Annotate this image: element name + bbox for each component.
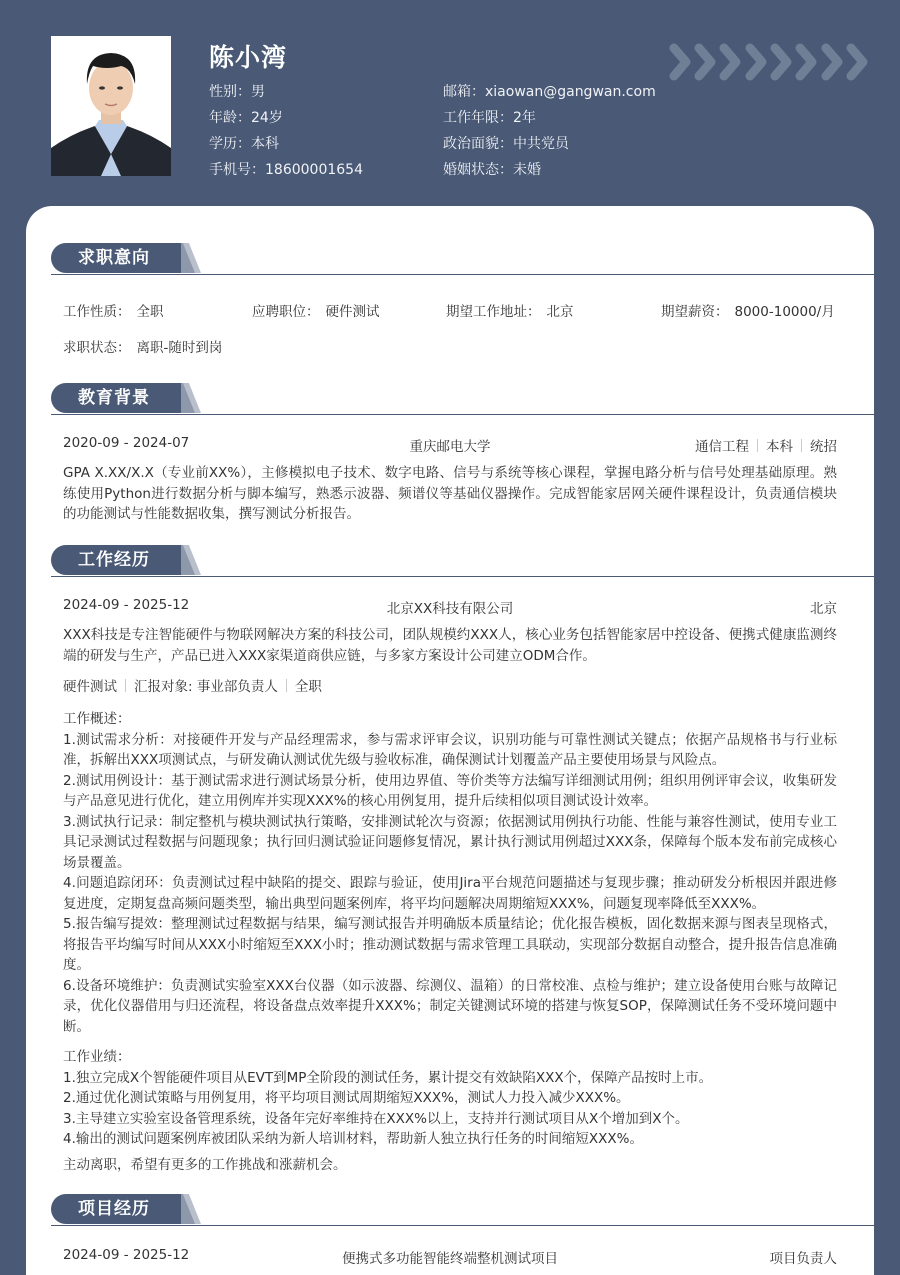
- education-description: GPA X.XX/X.X（专业前XX%），主修模拟电子技术、数字电路、信号与系统等核心课程，掌握电路分析与信号处理基础原理。熟练使用Python进行数据分析与脚本编写，熟悉示波器、频谱仪等基础仪器操作。完成智能家居网关硬件课程设计，负责通信模块的功能测试与性能数据收集，撰写测试分析报告。: [63, 465, 837, 522]
- job-type: [63, 300, 164, 320]
- section-divider: [51, 576, 874, 578]
- field-value: 北京: [546, 304, 574, 320]
- divider: [801, 439, 802, 452]
- employment-type: 全职: [294, 679, 322, 695]
- applied-position: [252, 300, 380, 320]
- expected-location: [446, 300, 574, 320]
- field-value: 8000-10000/月: [734, 304, 835, 320]
- info-value: 未婚: [513, 162, 541, 178]
- education-entry-header: [63, 435, 837, 455]
- info-marital-status: [443, 160, 656, 186]
- info-label: 工作年限：: [443, 110, 513, 126]
- profile-photo: [51, 36, 171, 176]
- info-label: 政治面貌：: [443, 136, 513, 152]
- info-value: 18600001654: [265, 162, 363, 178]
- work-entry-header: [63, 597, 837, 617]
- achievement-item: 1.独立完成X个智能硬件项目从EVT到MP全阶段的测试任务，累计提交有效缺陷XXX个，保障产品按时上市。: [63, 1069, 713, 1086]
- overview-item: 5.报告编写提效：整理测试过程数据与结果，编写测试报告并明确版本质量结论；优化报告模板，固化数据来源与图表呈现格式，将报告平均编写时间从XXX小时缩短至XXX小时；推动测试数据与需求管理工具联动，实现部分数据自动整合，提升报告信息准确度。: [63, 916, 837, 973]
- overview-item: 4.问题追踪闭环：负责测试过程中缺陷的提交、跟踪与验证，使用Jira平台规范问题描述与复现步骤；推动研发分析根因并跟进修复进度，定期复盘高频问题类型，输出典型问题案例库，将平均问题解决周期缩短XXX%，问题复现率降低至XXX%。: [63, 875, 837, 912]
- field-label: 应聘职位：: [252, 304, 320, 320]
- overview-title: 工作概述：: [63, 711, 131, 727]
- report-to: 汇报对象: 事业部负责人: [134, 679, 278, 695]
- work-period: 2024-09 - 2025-12: [63, 597, 190, 613]
- info-work-years: [443, 108, 656, 134]
- school-name: 重庆邮电大学: [409, 439, 491, 455]
- achievements-title: 工作业绩：: [63, 1049, 131, 1065]
- section-divider: [51, 1225, 874, 1227]
- info-value: 男: [251, 84, 265, 100]
- section-title: 求职意向: [78, 248, 150, 268]
- overview-item: 6.设备环境维护：负责测试实验室XXX台仪器（如示波器、综测仪、温箱）的日常校准、点检与维护；建立设备使用台账与故障记录，优化仪器借用与归还流程，将设备盘点效率提升XXX%；制定关键测试环境的搭建与恢复SOP，保障测试任务不受环境问题中断。: [63, 977, 837, 1035]
- job-status: [63, 336, 222, 356]
- field-value: 硬件测试: [325, 304, 380, 320]
- field-value: 全职: [136, 304, 164, 320]
- info-value: 2年: [513, 110, 536, 126]
- overview-item: 1.测试需求分析：对接硬件开发与产品经理需求，参与需求评审会议，识别功能与可靠性测试关键点；依据产品规格书与行业标准，拆解出XXX项测试点，与研发确认测试优先级与验收标准，确保测试计划覆盖产品主要使用场景与风险点。: [63, 731, 837, 768]
- resume-body-card: [26, 206, 874, 1275]
- info-label: 手机号：: [209, 162, 265, 178]
- company-intro: XXX科技是专注智能硬件与物联网解决方案的科技公司，团队规模约XXX人，核心业务包括智能家居中控设备、便携式健康监测终端的研发与生产，产品已进入XXX家渠道商供应链，与多家方案设计公司建立ODM合作。: [63, 627, 837, 664]
- overview-item: 2.测试用例设计：基于测试需求进行测试场景分析，使用边界值、等价类等方法编写详细测试用例；组织用例评审会议，收集研发与产品意见进行优化，建立用例库并实现XXX%的核心用例复用，提升后续相似项目测试设计效率。: [63, 772, 837, 809]
- info-value: 本科: [251, 136, 279, 152]
- field-value: 离职-随时到岗: [136, 340, 223, 356]
- section-header-job-intention: [51, 243, 874, 275]
- section-title: 项目经历: [78, 1199, 150, 1219]
- work-location: 北京: [810, 601, 837, 617]
- field-label: 求职状态：: [63, 340, 131, 356]
- info-value: xiaowan@gangwan.com: [485, 84, 656, 100]
- achievement-item: 4.输出的测试问题案例库被团队采纳为新人培训材料，帮助新人独立执行任务的时间缩短XXX%。: [63, 1131, 643, 1147]
- project-entry-header: [63, 1247, 837, 1267]
- info-political-status: [443, 134, 656, 160]
- leave-reason: 主动离职，希望有更多的工作挑战和涨薪机会。: [63, 1157, 347, 1173]
- overview-item: 3.测试执行记录：制定整机与模块测试执行策略，安排测试轮次与资源；依据测试用例执行功能、性能与兼容性测试，使用专业工具记录测试过程数据与问题现象；执行回归测试验证问题修复情况，累计执行测试用例超过XXX条，保障每个版本发布前完成核心场景覆盖。: [63, 813, 837, 871]
- resume-header: [0, 0, 900, 210]
- divider: [757, 439, 758, 452]
- candidate-name: 陈小湾: [209, 43, 288, 72]
- major: 通信工程: [695, 439, 749, 455]
- info-value: 中共党员: [513, 136, 569, 152]
- work-overview: [63, 709, 837, 1037]
- expected-salary: [661, 300, 835, 320]
- enrollment-type: 统招: [810, 439, 837, 455]
- info-gender: [209, 82, 363, 108]
- section-divider: [51, 274, 874, 276]
- section-header-education: [51, 383, 874, 415]
- work-achievements: [63, 1047, 837, 1150]
- info-phone: [209, 160, 363, 186]
- section-title: 工作经历: [78, 550, 150, 570]
- info-email: [443, 82, 656, 108]
- job-function: 硬件测试: [63, 679, 117, 695]
- project-period: 2024-09 - 2025-12: [63, 1247, 190, 1263]
- section-header-work: [51, 545, 874, 577]
- divider: [286, 679, 287, 692]
- section-header-project: [51, 1194, 874, 1226]
- achievement-item: 2.通过优化测试策略与用例复用，将平均项目测试周期缩短XXX%，测试人力投入减少XXX%。: [63, 1090, 630, 1106]
- work-tags: [63, 675, 322, 695]
- degree: 本科: [766, 439, 793, 455]
- section-title: 教育背景: [78, 388, 150, 408]
- info-label: 学历：: [209, 136, 251, 152]
- education-period: 2020-09 - 2024-07: [63, 435, 190, 451]
- achievement-item: 3.主导建立实验室设备管理系统，设备年完好率维持在XXX%以上，支持并行测试项目从X个增加到X个。: [63, 1110, 689, 1127]
- section-divider: [51, 414, 874, 416]
- field-label: 期望薪资：: [661, 304, 729, 320]
- personal-info-left: [209, 82, 363, 186]
- field-label: 期望工作地址：: [446, 304, 541, 320]
- info-label: 性别：: [209, 84, 251, 100]
- personal-info-right: [443, 82, 656, 186]
- project-role: 项目负责人: [769, 1251, 837, 1267]
- education-tags: [695, 435, 837, 455]
- info-label: 邮箱：: [443, 84, 485, 100]
- chevron-arrows-icon: [668, 43, 868, 81]
- info-label: 婚姻状态：: [443, 162, 513, 178]
- field-label: 工作性质：: [63, 304, 131, 320]
- project-name: 便携式多功能智能终端整机测试项目: [342, 1251, 558, 1267]
- info-label: 年龄：: [209, 110, 251, 126]
- company-name: 北京XX科技有限公司: [386, 601, 514, 617]
- info-education: [209, 134, 363, 160]
- divider: [125, 679, 126, 692]
- info-age: [209, 108, 363, 134]
- info-value: 24岁: [251, 110, 283, 126]
